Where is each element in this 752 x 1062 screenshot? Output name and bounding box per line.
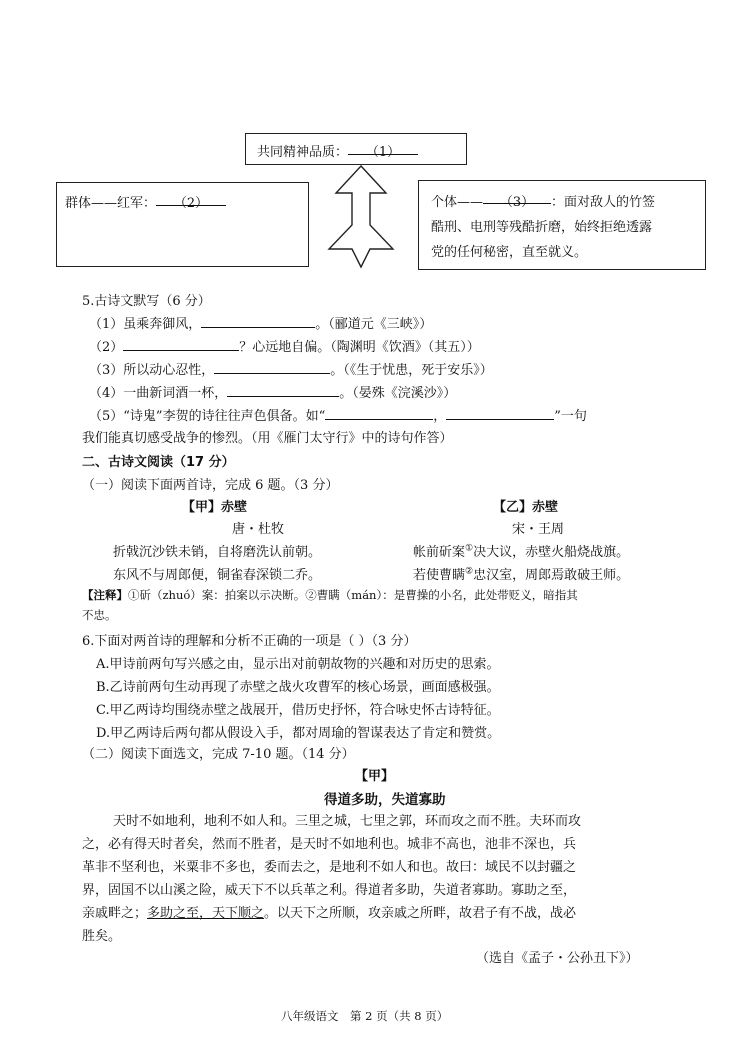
note-line1 bbox=[82, 587, 578, 603]
q5-blank-2 bbox=[123, 337, 239, 351]
q5-blank-1 bbox=[201, 314, 315, 328]
passage-line1: 天时不如地利，地利不如人和。三里之城，七里之郭，环而攻之而不胜。夫环而攻 bbox=[113, 814, 582, 829]
q5-blank-4 bbox=[227, 383, 339, 397]
underlined-sentence: 多助之至，天下顺之 bbox=[147, 906, 265, 921]
top-box-text bbox=[257, 141, 418, 160]
poem-b-l2-a: 若使曹瞒 bbox=[413, 568, 466, 583]
passage-line4: 界，固国不以山溪之险，威天下不以兵革之利。得道者多助，失道者寡助。寡助之至， bbox=[82, 883, 577, 898]
q5-line2 bbox=[89, 336, 480, 355]
passage-l5-a: 亲戚畔之； bbox=[82, 906, 148, 921]
right-box-line2: 酷刑、电刑等残酷折磨，始终拒绝透露 bbox=[431, 220, 653, 235]
double-arrow-icon bbox=[326, 163, 396, 271]
blank-3-label: （3） bbox=[499, 195, 535, 210]
note-line2: 不忠。 bbox=[82, 608, 117, 622]
q5-l3-text: （3）所以动心忍性， bbox=[89, 363, 215, 378]
poem-a-line1: 折戟沉沙铁未销，自将磨洗认前朝。 bbox=[113, 545, 322, 560]
section2-sub2: （二）阅读下面选文，完成 7-10 题。（14 分） bbox=[82, 747, 355, 762]
q5-blank-6 bbox=[446, 406, 554, 420]
passage-title: 得道多助，失道寡助 bbox=[324, 792, 446, 808]
q5-l5-text: （5）“诗鬼”李贺的诗往往声色俱备。如“ bbox=[89, 409, 326, 424]
passage-line2: 之，必有得天时者矣，然而不胜者，是天时不如地利也。城非不高也，池非不深也，兵 bbox=[82, 837, 577, 852]
poem-b-author: 宋・王周 bbox=[512, 522, 565, 537]
q6-option-c: C.甲乙两诗均围绕赤壁之战展开，借历史抒怀，符合咏史怀古诗特征。 bbox=[96, 703, 500, 718]
blank-2-label: （2） bbox=[173, 196, 209, 211]
poem-b-l2-b: 忠汉室，周郎焉敢破王师。 bbox=[473, 568, 630, 583]
note-mark-1: ① bbox=[465, 543, 474, 554]
q5-l4-source: 。（晏殊《浣溪沙》） bbox=[339, 386, 457, 401]
q5-line3 bbox=[89, 359, 493, 378]
poem-a-title: 【甲】赤壁 bbox=[182, 500, 248, 515]
blank-1-label: （1） bbox=[365, 145, 401, 160]
q5-line5 bbox=[89, 405, 587, 424]
note-text-1: ①斫（zhuó）案：拍案以示决断。②曹瞒（mán）：是曹操的小名，此处带贬义，暗指其 bbox=[128, 588, 578, 602]
blank-3 bbox=[483, 190, 551, 210]
poem-b-l1-a: 帐前斫案 bbox=[413, 545, 466, 560]
passage-line3: 革非不坚利也，米粟非不多也，委而去之，是地利不如人和也。故曰：域民不以封疆之 bbox=[82, 860, 577, 875]
q6-stem: 6.下面对两首诗的理解和分析不正确的一项是（ ）（3 分） bbox=[82, 634, 417, 649]
q6-option-a: A.甲诗前两句写兴感之由，显示出对前朝故物的兴趣和对历史的思索。 bbox=[96, 657, 500, 672]
poem-a-line2: 东风不与周郎便，铜雀春深锁二乔。 bbox=[113, 568, 322, 583]
blank-2 bbox=[156, 192, 226, 211]
note-label: 【注释】 bbox=[82, 588, 128, 602]
q5-line4 bbox=[89, 382, 456, 401]
poem-b-l1-b: 决大议，赤壁火船烧战旗。 bbox=[473, 545, 630, 560]
q5-l5-end: ”一句 bbox=[554, 409, 587, 424]
q5-l5-comma: ， bbox=[433, 409, 447, 424]
q6-option-b: B.乙诗前两句生动再现了赤壁之战火攻曹军的核心场景，画面感极强。 bbox=[96, 680, 500, 695]
q5-line6: 我们能真切感受战争的惨烈。（用《雁门太守行》中的诗句作答） bbox=[82, 431, 453, 446]
page-footer: 八年级语文 第 2 页（共 8 页） bbox=[281, 1009, 449, 1023]
poem-b-line2 bbox=[413, 564, 629, 583]
poem-b-title: 【乙】赤壁 bbox=[493, 500, 559, 515]
poem-b-line1 bbox=[413, 541, 629, 560]
q5-l3-source: 。（《生于忧患，死于安乐》） bbox=[330, 363, 493, 378]
top-box-label: 共同精神品质： bbox=[257, 145, 349, 160]
poem-a-author: 唐・杜牧 bbox=[232, 522, 285, 537]
passage-line5 bbox=[82, 902, 576, 921]
note-mark-2: ② bbox=[465, 566, 474, 577]
q6-option-d: D.甲乙两诗后两句都从假设入手，都对周瑜的智谋表达了肯定和赞赏。 bbox=[96, 726, 501, 741]
section2-sub1: （一）阅读下面两首诗，完成 6 题。（3 分） bbox=[82, 478, 339, 493]
right-box-line3: 党的任何秘密，直至就义。 bbox=[431, 245, 588, 260]
q5-l4-text: （4）一曲新词酒一杯， bbox=[89, 386, 228, 401]
passage-source: （选自《孟子・公孙丑下》） bbox=[476, 951, 639, 966]
right-box-prefix: 个体—— bbox=[431, 195, 484, 210]
left-box-label: 群体——红军： bbox=[65, 196, 157, 211]
q5-l2-text: ？心远地自偏。（陶渊明《饮酒》（其五）） bbox=[239, 340, 480, 355]
passage-label: 【甲】 bbox=[355, 769, 395, 784]
q5-l1-source: 。（郦道元《三峡》） bbox=[315, 317, 433, 332]
blank-1 bbox=[348, 141, 418, 160]
section2-header: 二、古诗文阅读（17 分） bbox=[82, 455, 235, 470]
q5-l1-text: （1）虽乘奔御风， bbox=[89, 317, 202, 332]
q5-blank-5 bbox=[325, 406, 433, 420]
passage-l5-b: 。以天下之所顺，攻亲戚之所畔，故君子有不战，战必 bbox=[264, 906, 577, 921]
left-box-text bbox=[65, 192, 226, 211]
q5-blank-3 bbox=[214, 360, 330, 374]
right-box-text bbox=[431, 190, 655, 265]
q5-l2-num: （2） bbox=[89, 340, 124, 355]
q5-line1 bbox=[89, 313, 432, 332]
passage-line6: 胜矣。 bbox=[82, 929, 122, 944]
q5-header: 5.古诗文默写（6 分） bbox=[82, 294, 211, 309]
right-box-rest: ：面对敌人的竹签 bbox=[551, 195, 656, 210]
